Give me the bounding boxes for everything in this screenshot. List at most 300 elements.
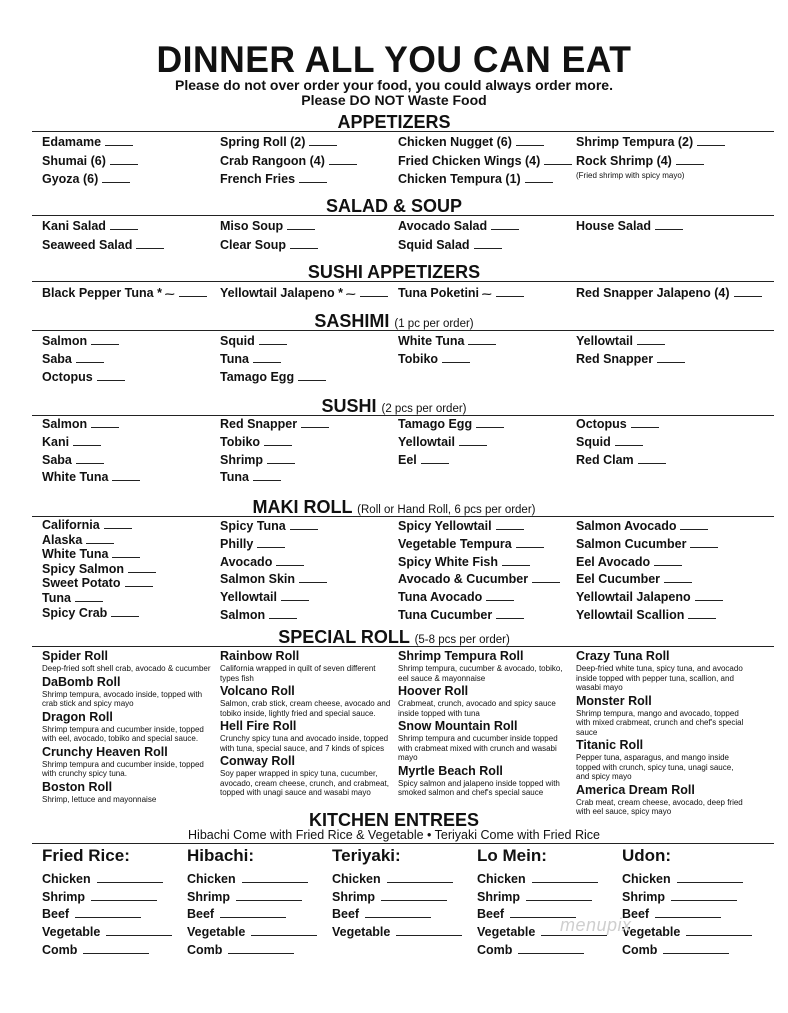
- kitchen-item: [332, 889, 472, 907]
- special-roll: [576, 694, 748, 738]
- kitchen-item-label: Shrimp: [477, 889, 521, 904]
- order-quantity-blank[interactable]: [654, 565, 682, 566]
- order-quantity-blank[interactable]: [257, 547, 285, 548]
- menu-item: [398, 554, 574, 572]
- menu-item: [398, 217, 574, 236]
- menu-item-label: Crab Rangoon (4): [220, 153, 325, 168]
- order-quantity-blank[interactable]: [690, 547, 718, 548]
- menu-item-label: Octopus: [42, 370, 93, 384]
- special-roll-name-label: DaBomb Roll: [42, 674, 121, 689]
- menu-item-label: Tuna Avocado: [398, 590, 483, 605]
- sashimi-note: (1 pc per order): [394, 318, 474, 330]
- menu-item-label: Spicy White Fish: [398, 554, 499, 569]
- sushi-appetizer-column: [398, 284, 598, 304]
- menu-item: [42, 170, 218, 189]
- order-quantity-blank[interactable]: [734, 296, 762, 297]
- special-roll-column: [398, 649, 570, 799]
- instruction-line-1: Please do not over order your food, you could always order more.: [175, 77, 613, 93]
- order-quantity-blank[interactable]: [697, 145, 725, 146]
- order-quantity-blank[interactable]: [75, 917, 141, 918]
- menu-item-label: Chicken Nugget (6): [398, 135, 512, 149]
- order-quantity-blank[interactable]: [269, 618, 297, 619]
- special-roll-name: [42, 649, 214, 664]
- order-quantity-blank[interactable]: [496, 296, 524, 297]
- order-quantity-blank[interactable]: [251, 935, 317, 936]
- kitchen-item: [622, 906, 762, 924]
- special-roll-name: [220, 754, 392, 769]
- order-quantity-blank[interactable]: [677, 882, 743, 883]
- menu-item: [576, 452, 752, 470]
- menu-item-label: Red Snapper Jalapeno (4): [576, 286, 730, 300]
- menu-item: [576, 554, 752, 572]
- salad-column: [42, 217, 218, 254]
- order-quantity-blank[interactable]: [105, 145, 133, 146]
- kitchen-item-label: Vegetable: [187, 925, 246, 940]
- order-quantity-blank[interactable]: [281, 600, 309, 601]
- order-quantity-blank[interactable]: [695, 600, 723, 601]
- order-quantity-blank[interactable]: [496, 529, 524, 530]
- sushi-title: SUSHI: [321, 396, 377, 416]
- menu-item: [398, 350, 574, 368]
- divider: [32, 215, 774, 216]
- special-roll: [576, 649, 748, 693]
- divider: [32, 131, 774, 132]
- order-quantity-blank[interactable]: [106, 935, 172, 936]
- menu-item: [576, 350, 752, 368]
- kitchen-item-label: Chicken: [42, 872, 91, 886]
- order-quantity-blank[interactable]: [104, 528, 132, 529]
- menu-item-label: Tuna: [220, 470, 249, 485]
- special-roll: [220, 719, 392, 753]
- maki-column: [220, 518, 396, 625]
- sashimi-column: [42, 332, 218, 386]
- kitchen-item: [42, 889, 182, 907]
- menu-item: [398, 589, 574, 607]
- order-quantity-blank[interactable]: [486, 600, 514, 601]
- special-roll-name-label: Monster Roll: [576, 693, 652, 708]
- kitchen-item-label: Shrimp: [42, 889, 86, 904]
- order-quantity-blank[interactable]: [532, 582, 560, 583]
- spicy-fish-icon: ⁓: [479, 289, 492, 300]
- sushi-column: [42, 416, 218, 487]
- maki-column: [42, 518, 218, 620]
- menu-item-label: Eel Cucumber: [576, 572, 661, 587]
- order-quantity-blank[interactable]: [496, 618, 524, 619]
- order-quantity-blank[interactable]: [688, 618, 716, 619]
- order-quantity-blank[interactable]: [502, 565, 530, 566]
- special-roll-name-label: Crunchy Heaven Roll: [42, 744, 168, 759]
- order-quantity-blank[interactable]: [73, 445, 101, 446]
- order-quantity-blank[interactable]: [267, 463, 295, 464]
- menu-item-label: Sweet Potato: [42, 576, 121, 591]
- sashimi-column: [220, 332, 396, 386]
- special-roll-name: [398, 684, 570, 699]
- order-quantity-blank[interactable]: [264, 445, 292, 446]
- sashimi-column: [398, 332, 574, 368]
- kitchen-item-label: Comb: [477, 942, 513, 957]
- special-roll-description: Shrimp tempura, avocado inside, topped with crab stick and spicy mayo: [42, 689, 203, 708]
- kitchen-item: [622, 942, 762, 960]
- sushi-appetizer-column: [576, 284, 776, 302]
- order-quantity-blank[interactable]: [655, 229, 683, 230]
- special-roll-description: Salmon, crab stick, cream cheese, avocado and tobiko inside, lightly fried and special sauce.: [220, 699, 391, 718]
- order-quantity-blank[interactable]: [637, 344, 665, 345]
- order-quantity-blank[interactable]: [253, 362, 281, 363]
- menu-item: [42, 591, 218, 606]
- menu-item-label: Salmon: [42, 417, 88, 431]
- kitchen-column-heading: Udon:: [622, 846, 672, 865]
- menu-item: [576, 284, 776, 302]
- order-quantity-blank[interactable]: [75, 601, 103, 602]
- kitchen-item: [42, 924, 182, 942]
- menu-item: [398, 571, 574, 589]
- order-quantity-blank[interactable]: [299, 182, 327, 183]
- special-roll-name-label: Boston Roll: [42, 779, 113, 794]
- appetizers-heading: APPETIZERS: [337, 112, 451, 132]
- menu-item: [220, 452, 396, 470]
- menu-item: [576, 536, 752, 554]
- order-quantity-blank[interactable]: [518, 953, 584, 954]
- menu-item: [42, 576, 218, 591]
- menu-item-label: Tuna Poketini: [398, 286, 480, 300]
- order-quantity-blank[interactable]: [299, 582, 327, 583]
- kitchen-column-heading: Teriyaki:: [332, 846, 401, 865]
- kitchen-item: [477, 871, 617, 889]
- divider: [32, 330, 774, 331]
- special-roll-name: [398, 719, 570, 734]
- kitchen-item-label: Comb: [622, 942, 658, 957]
- menu-item: [42, 452, 218, 470]
- order-quantity-blank[interactable]: [287, 229, 315, 230]
- menu-item-label: White Tuna: [42, 470, 109, 485]
- kitchen-item-label: Beef: [187, 907, 215, 922]
- sushi-column: [398, 416, 574, 469]
- menu-item-label: Spicy Tuna: [220, 519, 286, 533]
- order-quantity-blank[interactable]: [228, 953, 294, 954]
- order-quantity-blank[interactable]: [491, 229, 519, 230]
- special-roll-name: [42, 745, 214, 760]
- special-roll-name-label: Rainbow Roll: [220, 649, 300, 663]
- order-quantity-blank[interactable]: [301, 427, 329, 428]
- kitchen-item-label: Beef: [477, 907, 505, 922]
- menu-item-label: Salmon Cucumber: [576, 536, 687, 551]
- order-quantity-blank[interactable]: [236, 900, 302, 901]
- order-quantity-blank[interactable]: [329, 164, 357, 165]
- order-quantity-blank[interactable]: [676, 164, 704, 165]
- order-quantity-blank[interactable]: [112, 480, 140, 481]
- order-quantity-blank[interactable]: [179, 296, 207, 297]
- menu-item-label: Philly: [220, 536, 254, 551]
- kitchen-item: [622, 924, 762, 942]
- menu-item-label: Squid: [576, 434, 611, 449]
- menu-item: [398, 170, 574, 189]
- special-roll: [220, 649, 392, 683]
- order-quantity-blank[interactable]: [91, 900, 157, 901]
- menu-item-label: House Salad: [576, 219, 652, 233]
- kitchen-item-label: Comb: [42, 942, 78, 957]
- special-roll-name-label: America Dream Roll: [576, 782, 695, 797]
- order-quantity-blank[interactable]: [83, 953, 149, 954]
- order-quantity-blank[interactable]: [290, 529, 318, 530]
- order-quantity-blank[interactable]: [544, 164, 572, 165]
- order-quantity-blank[interactable]: [276, 565, 304, 566]
- menu-item: [398, 416, 574, 434]
- kitchen-item: [332, 906, 472, 924]
- special-roll-name-label: Volcano Roll: [220, 684, 295, 698]
- order-quantity-blank[interactable]: [474, 248, 502, 249]
- order-quantity-blank[interactable]: [381, 900, 447, 901]
- menu-item-label: California: [42, 518, 100, 532]
- kitchen-item: [622, 889, 762, 907]
- order-quantity-blank[interactable]: [111, 616, 139, 617]
- special-roll-name: [220, 719, 392, 734]
- order-quantity-blank[interactable]: [671, 900, 737, 901]
- menu-item-label: Yellowtail: [576, 334, 633, 348]
- order-quantity-blank[interactable]: [468, 344, 496, 345]
- special-roll-name-label: Hell Fire Roll: [220, 719, 297, 733]
- order-quantity-blank[interactable]: [631, 427, 659, 428]
- menu-item: [398, 332, 574, 350]
- menu-item-label: Shrimp: [220, 452, 264, 467]
- special-roll-description: Shrimp tempura, mango and avocado, topped with mixed crabmeat, crunch and chef's special sauce: [576, 708, 744, 737]
- kitchen-item-label: Chicken: [187, 872, 236, 886]
- special-roll-name: [220, 684, 392, 699]
- order-quantity-blank[interactable]: [136, 248, 164, 249]
- menu-item: [42, 332, 218, 350]
- menu-item-label: Avocado Salad: [398, 219, 488, 233]
- menu-item: [576, 607, 752, 625]
- kitchen-column: [42, 845, 182, 960]
- kitchen-column: [477, 845, 617, 960]
- order-quantity-blank[interactable]: [102, 182, 130, 183]
- special-roll-description: Shrimp tempura and cucumber inside topped with crabmeat mixed with crunch and wasabi mayo: [398, 734, 558, 762]
- menu-item-label: Tuna: [42, 590, 71, 605]
- kitchen-item-label: Shrimp: [332, 889, 376, 904]
- menu-item: [576, 434, 752, 452]
- menu-item-label: Tamago Egg: [398, 417, 473, 431]
- kitchen-item: [187, 906, 327, 924]
- menu-item-label: French Fries: [220, 172, 296, 186]
- order-quantity-blank[interactable]: [97, 882, 163, 883]
- order-quantity-blank[interactable]: [259, 344, 287, 345]
- menu-item: [42, 133, 218, 152]
- menu-item: [220, 170, 396, 189]
- kitchen-item: [187, 924, 327, 942]
- order-quantity-blank[interactable]: [680, 529, 708, 530]
- special-roll-column: [220, 649, 392, 799]
- divider: [32, 646, 774, 647]
- special-roll-name-label: Hoover Roll: [398, 684, 469, 698]
- kitchen-item-label: Beef: [42, 907, 70, 922]
- menu-item: [220, 350, 396, 368]
- special-roll-name-label: Dragon Roll: [42, 709, 113, 724]
- divider: [32, 843, 774, 844]
- order-quantity-blank[interactable]: [365, 917, 431, 918]
- menu-item-label: Kani: [42, 434, 70, 449]
- menu-item: [220, 589, 396, 607]
- menu-item: [220, 571, 396, 589]
- order-quantity-blank[interactable]: [253, 480, 281, 481]
- special-roll: [398, 649, 570, 683]
- menu-item: [220, 434, 396, 452]
- order-quantity-blank[interactable]: [526, 900, 592, 901]
- menu-item-label: Shrimp Tempura (2): [576, 135, 694, 149]
- menu-item: [42, 533, 218, 548]
- menu-item: [220, 133, 396, 152]
- special-roll-description: Shrimp tempura and cucumber inside, topped with eel, avocado, tobiko and special sauce.: [42, 724, 204, 743]
- kitchen-item: [187, 871, 327, 889]
- menu-item: [220, 469, 396, 487]
- order-quantity-blank[interactable]: [516, 547, 544, 548]
- menu-item: [42, 606, 218, 621]
- menu-item-label: Eel: [398, 452, 417, 467]
- menu-item: [576, 589, 752, 607]
- maki-note: (Roll or Hand Roll, 6 pcs per order): [357, 504, 536, 516]
- special-roll-description: California wrapped in quilt of seven different types fish: [220, 664, 376, 683]
- menu-item-label: Octopus: [576, 417, 627, 431]
- menu-item: [576, 152, 752, 171]
- menu-item: [42, 547, 218, 562]
- menu-item: [220, 607, 396, 625]
- order-quantity-blank[interactable]: [657, 362, 685, 363]
- special-roll-description: Crunchy spicy tuna and avocado inside, topped with tuna, special sauce, and 7 kinds of spices: [220, 734, 389, 753]
- menu-item-label: Tobiko: [398, 352, 439, 366]
- menu-item-label: Tamago Egg: [220, 370, 295, 384]
- kitchen-item-label: Vegetable: [42, 925, 101, 940]
- menu-item: [220, 152, 396, 171]
- order-quantity-blank[interactable]: [112, 557, 140, 558]
- special-roll-name-label: Titanic Roll: [576, 738, 644, 752]
- order-quantity-blank[interactable]: [664, 582, 692, 583]
- menu-item-label: Yellowtail Jalapeno *: [220, 286, 343, 300]
- menu-item-label: Clear Soup: [220, 237, 286, 252]
- menu-item: [576, 133, 752, 152]
- order-quantity-blank[interactable]: [128, 572, 156, 573]
- instruction-line-2: Please DO NOT Waste Food: [301, 92, 487, 108]
- menu-item: [42, 152, 218, 171]
- menu-item: [42, 416, 218, 434]
- menu-item-label: Squid Salad: [398, 237, 470, 252]
- order-quantity-blank[interactable]: [638, 463, 666, 464]
- special-roll-name: [576, 694, 748, 709]
- order-quantity-blank[interactable]: [242, 882, 308, 883]
- order-quantity-blank[interactable]: [76, 463, 104, 464]
- order-quantity-blank[interactable]: [110, 229, 138, 230]
- menu-item: [398, 152, 574, 171]
- menu-item-label: Salmon: [42, 334, 88, 348]
- sushi-appetizer-column: [220, 284, 420, 304]
- special-roll-name-label: Spider Roll: [42, 649, 108, 663]
- menu-item-label: Avocado & Cucumber: [398, 572, 529, 587]
- order-quantity-blank[interactable]: [655, 917, 721, 918]
- menu-item-label: Tuna Cucumber: [398, 607, 493, 622]
- order-quantity-blank[interactable]: [110, 164, 138, 165]
- menu-item-label: Miso Soup: [220, 219, 284, 233]
- menu-item-label: Spring Roll (2): [220, 135, 306, 149]
- kitchen-item-label: Beef: [332, 907, 360, 922]
- order-quantity-blank[interactable]: [532, 882, 598, 883]
- menu-item: [398, 452, 574, 470]
- menu-item: [42, 518, 218, 533]
- order-quantity-blank[interactable]: [663, 953, 729, 954]
- special-roll-column: [42, 649, 214, 805]
- kitchen-item: [477, 889, 617, 907]
- menu-item-label: Spicy Yellowtail: [398, 519, 492, 533]
- kitchen-item-label: Chicken: [622, 872, 671, 886]
- menu-item: [576, 217, 752, 236]
- order-quantity-blank[interactable]: [360, 296, 388, 297]
- menu-item: [42, 217, 218, 236]
- kitchen-subtitle: Hibachi Come with Fried Rice & Vegetable • Teriyaki Come with Fried Rice: [188, 828, 600, 842]
- menu-item: [576, 332, 752, 350]
- kitchen-column: [187, 845, 327, 960]
- menu-item-label: Salmon Skin: [220, 572, 296, 587]
- order-quantity-blank[interactable]: [459, 445, 487, 446]
- sushi-note: (2 pcs per order): [381, 403, 467, 415]
- order-quantity-blank[interactable]: [387, 882, 453, 883]
- special-roll-name-label: Myrtle Beach Roll: [398, 763, 503, 778]
- special-roll: [220, 684, 392, 718]
- menu-item-label: Yellowtail Jalapeno: [576, 590, 691, 605]
- order-quantity-blank[interactable]: [396, 935, 462, 936]
- order-quantity-blank[interactable]: [220, 917, 286, 918]
- menu-item-label: Black Pepper Tuna *: [42, 286, 162, 300]
- order-quantity-blank[interactable]: [125, 586, 153, 587]
- kitchen-item: [477, 942, 617, 960]
- order-quantity-blank[interactable]: [97, 380, 125, 381]
- menu-item-label: Rock Shrimp (4): [576, 153, 672, 168]
- page-title: DINNER ALL YOU CAN EAT: [156, 39, 632, 80]
- order-quantity-blank[interactable]: [525, 182, 553, 183]
- order-quantity-blank[interactable]: [298, 380, 326, 381]
- special-roll: [42, 745, 214, 779]
- kitchen-column: [332, 845, 472, 942]
- order-quantity-blank[interactable]: [686, 935, 752, 936]
- special-roll-name-label: Conway Roll: [220, 754, 296, 768]
- order-quantity-blank[interactable]: [309, 145, 337, 146]
- order-quantity-blank[interactable]: [86, 543, 114, 544]
- special-roll-description: Crabmeat, crunch, avocado and spicy sauce inside topped with tuna: [398, 699, 556, 718]
- rock-shrimp-note: (Fried shrimp with spicy mayo): [576, 171, 685, 180]
- special-roll-description: Soy paper wrapped in spicy tuna, cucumber, avocado, cream cheese, crunch, and crabmeat, topped with unagi sauce and wasabi mayo: [220, 769, 389, 797]
- order-quantity-blank[interactable]: [516, 145, 544, 146]
- menu-item: [42, 368, 218, 386]
- kitchen-item-label: Chicken: [477, 872, 526, 886]
- order-quantity-blank[interactable]: [76, 362, 104, 363]
- order-quantity-blank[interactable]: [442, 362, 470, 363]
- menu-item: [220, 554, 396, 572]
- order-quantity-blank[interactable]: [91, 344, 119, 345]
- kitchen-item-label: Vegetable: [477, 925, 536, 940]
- sushi-appetizer-column: [42, 284, 242, 304]
- menu-item-label: Salmon: [220, 607, 266, 622]
- order-quantity-blank[interactable]: [615, 445, 643, 446]
- order-quantity-blank[interactable]: [476, 427, 504, 428]
- order-quantity-blank[interactable]: [290, 248, 318, 249]
- special-roll-description: Shrimp tempura, cucumber & avocado, tobiko, eel sauce & mayonnaise: [398, 664, 563, 683]
- special-roll: [42, 649, 214, 674]
- sushi-column: [576, 416, 752, 469]
- menu-item-label: Vegetable Tempura: [398, 536, 512, 551]
- menu-item-label: Avocado: [220, 554, 273, 569]
- order-quantity-blank[interactable]: [91, 427, 119, 428]
- menu-item-label: Kani Salad: [42, 219, 106, 233]
- menu-item: [42, 434, 218, 452]
- menu-item-label: Tuna: [220, 352, 249, 366]
- maki-column: [398, 518, 574, 625]
- order-quantity-blank[interactable]: [421, 463, 449, 464]
- special-roll-name-label: Crazy Tuna Roll: [576, 649, 670, 663]
